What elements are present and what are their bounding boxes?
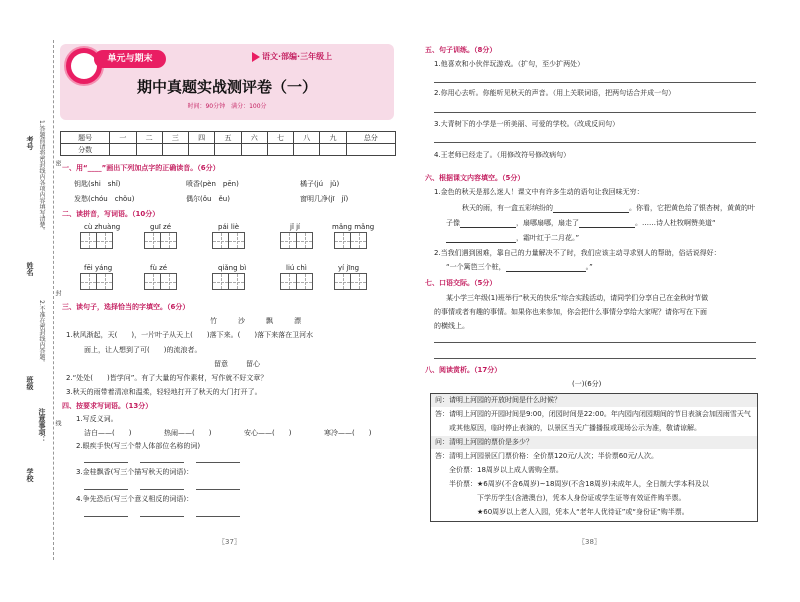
antonym-item: 洁白——( )	[84, 429, 132, 437]
pinyin-label: mǎng mǎng	[332, 223, 375, 231]
writing-box[interactable]	[280, 273, 312, 290]
subject-tag: 语文·部编·三年级上	[262, 52, 333, 61]
pinyin-label: pái liè	[218, 223, 240, 231]
score-cell[interactable]	[189, 144, 215, 156]
q1-item: 喷香(pèn pēn)	[186, 180, 239, 188]
q4-sub: 4.争先恐后(写三个意义相反的词语)：	[76, 495, 194, 503]
pinyin-label: jǐ jí	[290, 223, 301, 231]
q6-text: 。”	[585, 263, 593, 271]
q3-sentence: 3.秋天的雨带着清凉和温柔，轻轻地打开了秋天的大门打开了。	[66, 388, 262, 396]
pinyin-label: guī zé	[150, 223, 172, 231]
score-header-cell: 四	[189, 132, 215, 144]
q6-title: 六、根据课文内容填空。（5分）	[425, 174, 525, 182]
answer-line[interactable]	[434, 112, 756, 113]
q6-fill-line	[446, 263, 593, 272]
q5-item: 1.他喜欢和小伙伴玩游戏。（扩句，至少扩两处）	[434, 60, 585, 68]
seal-word: 密	[54, 160, 61, 166]
unit-label: 单元与期末	[94, 50, 166, 68]
qa-text: ★60周岁以上老人入园，凭本人“老年人优待证”或“身份证”购半票。	[435, 508, 689, 516]
q3-sentence: 面上，让人想到了可( )的流浪者。	[84, 346, 202, 354]
score-table	[60, 131, 396, 156]
answer-line[interactable]	[140, 516, 184, 517]
q5-item: 2.你用心去听。你能听见秋天的声音。（用上关联词语，把两句话合并成一句）	[434, 89, 676, 97]
antonym-item: 安心——( )	[244, 429, 292, 437]
binding-notice-2: 2.不准在密封线内答题。	[38, 300, 45, 366]
q6-text: 1.金色的秋天是那么迷人！课文中有许多生动的语句让我回味无穷：	[434, 188, 644, 196]
score-header-cell: 三	[162, 132, 188, 144]
writing-box[interactable]	[144, 273, 176, 290]
qa-text: 全价票：18周岁以上成人需购全票。	[435, 466, 563, 474]
qa-row	[431, 492, 757, 505]
field-class: 班级	[26, 376, 34, 390]
answer-line[interactable]	[196, 489, 240, 490]
q1-item: 偶尔(ǒu ěu)	[186, 195, 230, 203]
q6-text: ，霜叶红于二月花。”	[516, 234, 580, 242]
choice-word: 沙	[238, 317, 245, 325]
antonym-item: 热闹——( )	[164, 429, 212, 437]
q6-text: 。……诗人杜牧啊赞美道“	[635, 219, 716, 227]
score-cell[interactable]	[110, 144, 136, 156]
answer-line[interactable]	[196, 462, 240, 463]
qa-text: 问：清明上河园的票价是多少？	[435, 438, 533, 446]
writing-box[interactable]	[144, 232, 176, 249]
field-school: 学校	[26, 468, 34, 482]
q1-item: 窗明几净(jī jǐ)	[300, 195, 349, 203]
binding-notice-1: 1.答题前请将密封线内各项内容填写清楚。	[38, 120, 45, 234]
answer-line[interactable]	[434, 358, 756, 359]
answer-line[interactable]	[84, 489, 128, 490]
qa-row	[431, 394, 757, 407]
q6-text: 子像	[446, 219, 460, 227]
q4-title: 四、按要求写词语。（13分）	[62, 402, 153, 410]
answer-line[interactable]	[84, 462, 128, 463]
writing-box[interactable]	[212, 273, 244, 290]
fill-blank[interactable]	[506, 264, 586, 272]
choice-word: 留意	[214, 360, 228, 368]
score-cell[interactable]	[241, 144, 267, 156]
score-header-cell: 总分	[346, 132, 395, 144]
score-header-cell: 一	[110, 132, 136, 144]
q6-text: 2.当我们遇到困难，靠自己的力量解决不了时，我们应该主动寻求别人的帮助，俗话说得好：	[434, 249, 721, 257]
q6-fill-line	[462, 204, 755, 213]
page-number-right: 〖38〗	[578, 538, 601, 546]
qa-text: 答：请明上河园的开园时间是9:00，闭园时间是22:00。年内园内闭园期间的节目表演会加因雨雪天气	[435, 410, 751, 418]
qa-row	[431, 450, 757, 463]
fill-blank[interactable]	[460, 220, 516, 228]
writing-box[interactable]	[80, 273, 112, 290]
writing-box[interactable]	[334, 273, 366, 290]
score-cell[interactable]	[320, 144, 346, 156]
qa-text: 下学历学生(含港澳台)，凭本人身份证或学生证等有效证件购半票。	[435, 494, 686, 502]
q1-item: 橘子(jú jǔ)	[300, 180, 340, 188]
q1-item: 发愁(chóu chǒu)	[74, 195, 135, 203]
qa-text: 或其他原因，临时停止表演的，以景区当天广播播报或现场公示为准，敬请谅解。	[435, 424, 701, 432]
pinyin-label: yí jīng	[338, 264, 360, 272]
qa-row	[431, 506, 757, 519]
pinyin-label: qiǎng bì	[218, 264, 247, 272]
score-cell[interactable]	[294, 144, 320, 156]
q3-sentence: 2.“处处( )皆学问”。有了大量的写作素材，写作就不好文章？	[66, 374, 268, 382]
score-header-cell: 七	[267, 132, 293, 144]
page-number-left: 〖37〗	[218, 538, 241, 546]
score-cell[interactable]	[215, 144, 241, 156]
score-header-cell: 五	[215, 132, 241, 144]
q7-text: 的事情或者有趣的事情。如果你也来参加，你会把什么事情分享给大家呢？请你写在下面	[434, 308, 707, 316]
q4-sub: 3.金桂飘香(写三个描写秋天的词语)：	[76, 468, 194, 476]
q6-text: 。你看，它把黄色给了银杏树，黄黄的叶	[629, 204, 755, 212]
choice-word: 漂	[294, 317, 301, 325]
qa-text: 半价票：★6周岁(不含6周岁)~18周岁(不含18周岁)未成年人，全日制大学本科及以	[435, 480, 709, 488]
binding-notice-title: 注意事项：	[38, 408, 46, 443]
q4-sub: 1.写反义词。	[76, 415, 118, 423]
seal-word: 线	[54, 420, 61, 426]
qa-text: 问：请明上河园的开放时间是什么时候？	[435, 396, 561, 404]
writing-box[interactable]	[80, 232, 112, 249]
fill-blank[interactable]	[446, 235, 516, 243]
q8-title: 八、阅读赏析。（17分）	[425, 366, 502, 374]
q3-sentence: 1.秋风渐起，天( )，一片叶子从天上( )落下来。( )落下来落在卫河水	[66, 331, 314, 339]
q4-sub: 2.眼疾手快(写三个带人体部位名称的词)	[76, 442, 201, 450]
q5-item: 4.王老师已经走了。（用修改符号修改病句）	[434, 151, 571, 159]
q5-item: 3.大青树下的小学是一所美丽、可爱的学校。（改成反问句）	[434, 120, 620, 128]
writing-box[interactable]	[334, 232, 366, 249]
answer-line[interactable]	[140, 462, 184, 463]
time-score: 时间：90分钟 满分：100分	[187, 103, 267, 110]
score-row-label: 分数	[61, 144, 110, 156]
score-cell[interactable]	[162, 144, 188, 156]
field-exam-number: 考号	[26, 136, 34, 150]
pinyin-label: cù zhuàng	[84, 223, 121, 231]
qa-row	[431, 422, 757, 435]
q7-text: 某小学三年级(1)班举行“秋天的快乐”综合实践活动，请同学们分享自己在金秋时节做	[446, 294, 709, 302]
choice-word: 飘	[266, 317, 273, 325]
q3-title: 三、读句子，选择恰当的字填空。（6分）	[62, 303, 190, 311]
pinyin-label: fēi yáng	[84, 264, 113, 272]
page-title: 期中真题实战测评卷（一）	[136, 78, 317, 96]
fill-blank[interactable]	[553, 205, 629, 213]
answer-line[interactable]	[140, 489, 184, 490]
qa-row	[431, 478, 757, 491]
answer-line[interactable]	[434, 82, 756, 83]
q8-subtitle: (一)(6分)	[572, 380, 602, 388]
pinyin-label: fù zé	[150, 264, 168, 272]
answer-line[interactable]	[196, 516, 240, 517]
choice-word: 竹	[210, 317, 217, 325]
q6-text: 秋天的雨，有一盒五彩缤纷的	[462, 204, 553, 212]
score-header-cell: 题号	[61, 132, 110, 144]
q6-text: ，扇哪扇哪，扇走了	[516, 219, 579, 227]
q1-title: 一、用“____”画出下列加点字的正确读音。（6分）	[62, 164, 220, 172]
score-header-cell: 八	[294, 132, 320, 144]
writing-box[interactable]	[212, 232, 244, 249]
seal-word: 封	[54, 290, 61, 296]
answer-line[interactable]	[434, 342, 756, 343]
score-header-cell: 二	[136, 132, 162, 144]
pinyin-label: liú chì	[286, 264, 307, 272]
q7-text: 的横线上。	[434, 322, 469, 330]
q6-text: “一个篱笆三个桩，	[446, 263, 506, 271]
q1-item: 钥匙(shi shǐ)	[74, 180, 121, 188]
seal-line	[53, 40, 54, 560]
q6-fill-line	[446, 219, 716, 228]
score-header-cell: 九	[320, 132, 346, 144]
writing-box[interactable]	[280, 232, 312, 249]
q6-fill-line	[446, 234, 579, 243]
qa-row	[431, 408, 757, 421]
reading-passage	[430, 393, 758, 522]
qa-text: 答：清明上河园景区门票价格：全价票120元/人次；半价票60元/人次。	[435, 452, 658, 460]
score-cell[interactable]	[267, 144, 293, 156]
q7-title: 七、口语交际。（5分）	[425, 279, 497, 287]
qa-row	[431, 436, 757, 449]
antonym-item: 寒冷——( )	[324, 429, 372, 437]
score-cell[interactable]	[346, 144, 395, 156]
score-cell[interactable]	[136, 144, 162, 156]
choice-word: 留心	[246, 360, 260, 368]
arrow-icon	[252, 52, 260, 62]
score-header-cell: 六	[241, 132, 267, 144]
answer-line[interactable]	[84, 516, 128, 517]
field-name: 姓名	[26, 262, 34, 276]
q5-title: 五、句子训练。（8分）	[425, 46, 497, 54]
fill-blank[interactable]	[579, 220, 635, 228]
qa-row	[431, 464, 757, 477]
q2-title: 二、读拼音，写词语。（10分）	[62, 210, 160, 218]
answer-line[interactable]	[434, 142, 756, 143]
